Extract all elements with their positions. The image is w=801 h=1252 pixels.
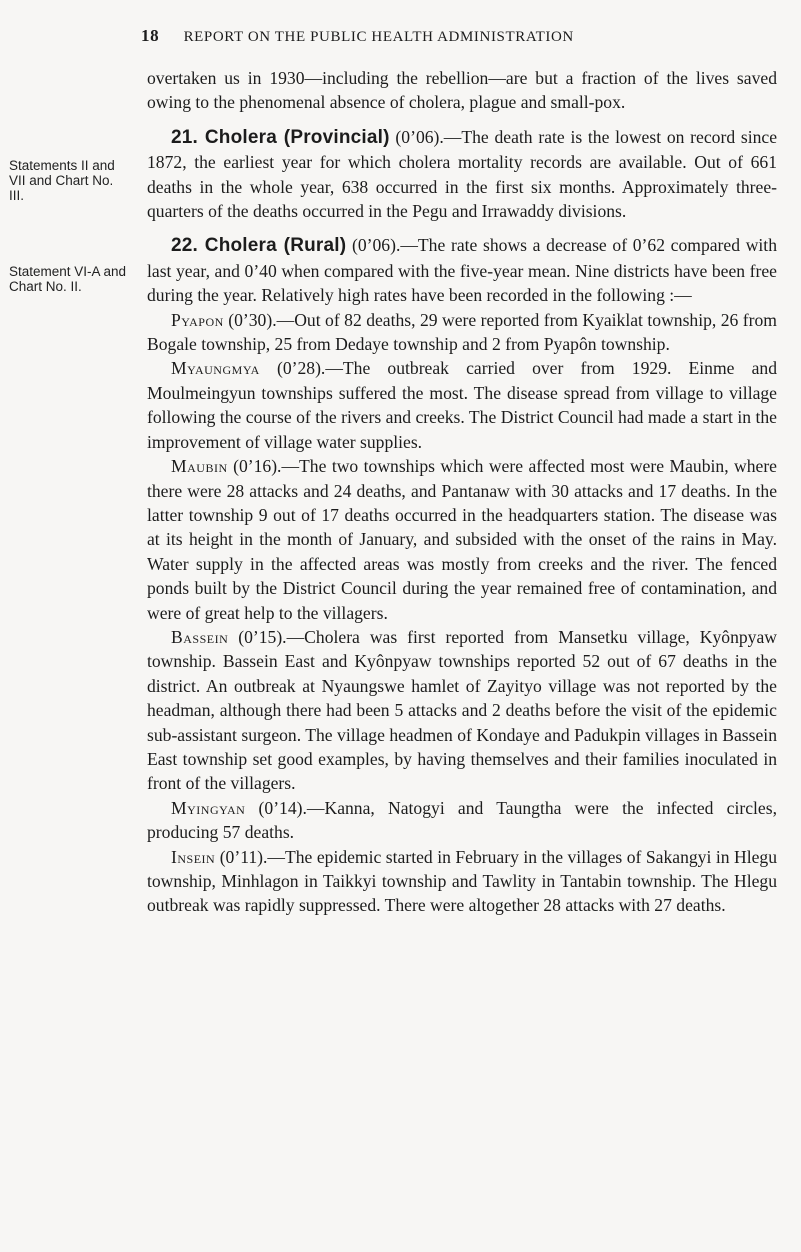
insein-paragraph bbox=[147, 845, 777, 918]
section-21-title: 21. Cholera (Provincial) bbox=[171, 126, 390, 148]
margin-note-section-22: Statement VI-A and Chart No. II. bbox=[9, 264, 127, 294]
myaungmya-paragraph bbox=[147, 356, 777, 454]
bassein-district-name: Bassein bbox=[171, 626, 229, 647]
body-text bbox=[147, 66, 777, 918]
section-21-text: (0’06).—The death rate is the lowest on record since 1872, the earliest year for which cholera mortality records are available. Out of 661 deaths in the whole year, 638 occurred in the first six months. Approximately three-quarters of the deaths occurred in the Pegu and Irrawaddy divisions. bbox=[147, 126, 778, 222]
section-22-text: (0’06).—The rate shows a decrease of 0’62 compared with last year, and 0’40 when compared with the five-year mean. Nine districts have been free during the year. Relatively high rates have been recorded in the following :— bbox=[147, 235, 777, 306]
page-number: 18 bbox=[141, 26, 160, 45]
running-title: REPORT ON THE PUBLIC HEALTH ADMINISTRATION bbox=[183, 29, 574, 45]
myaungmya-text: (0’28).—The outbreak carried over from 1929. Einme and Moulmeingyun townships suffered the most. The disease spread from village to village following the course of the rivers and creeks. The District Council had made a start in the improvement of village water supplies. bbox=[147, 358, 777, 452]
section-21-paragraph bbox=[147, 125, 777, 224]
maubin-paragraph bbox=[147, 454, 777, 625]
intro-paragraph: overtaken us in 1930—including the rebellion—are but a fraction of the lives saved owing to the phenomenal absence of cholera, plague and small-pox. bbox=[147, 68, 777, 113]
insein-text: (0’11).—The epidemic started in February in the villages of Sakangyi in Hlegu township, Minhlagon in Taikkyi township and Tawlity in Tantabin township. The Hlegu outbreak was rapidly suppressed. There were altogether 28 attacks with 27 deaths. bbox=[147, 846, 777, 916]
pyapon-paragraph bbox=[147, 308, 777, 357]
pyapon-text: (0’30).—Out of 82 deaths, 29 were reported from Kyaiklat township, 26 from Bogale township, 25 from Dedaye township and 2 from Pyapôn township. bbox=[147, 309, 777, 355]
section-22-paragraph bbox=[147, 233, 777, 307]
myingyan-paragraph bbox=[147, 796, 777, 845]
pyapon-district-name: Pyapon bbox=[171, 309, 224, 330]
margin-note-section-21: Statements II and VII and Chart No. III. bbox=[9, 158, 115, 203]
bassein-text: (0’15).—Cholera was first reported from Mansetku village, Kyônpyaw township. Bassein East and Kyônpyaw townships reported 52 out of 67 deaths in the district. An outbreak at Nyaungswe hamlet of Zayityo village was not reported by the headman, although there had been 5 attacks and 2 deaths before the visit of the epidemic sub-assistant surgeon. The village headmen of Kondaye and Padukpin villages in Bassein East township set good examples, by having themselves and their families inoculated in front of the villagers. bbox=[147, 626, 777, 794]
myingyan-district-name: Myingyan bbox=[171, 797, 246, 818]
running-header bbox=[141, 26, 781, 46]
section-22-title: 22. Cholera (Rural) bbox=[171, 235, 347, 257]
maubin-text: (0’16).—The two townships which were affected most were Maubin, where there were 28 attacks and 24 deaths, and Pantanaw with 30 attacks and 17 deaths. In the latter township 9 out of 17 deaths occurred in the headquarters station. The disease was at its height in the month of January, and subsided with the onset of the rains in May. Water supply in the affected areas was mostly from creeks and the river. The fenced ponds built by the District Council during the year remained free of contamination, and were of great help to the villagers. bbox=[147, 456, 777, 623]
bassein-paragraph bbox=[147, 625, 777, 796]
insein-district-name: Insein bbox=[171, 846, 216, 867]
myingyan-text: (0’14).—Kanna, Natogyi and Taungtha were the infected circles, producing 57 deaths. bbox=[147, 797, 777, 843]
myaungmya-district-name: Myaungmya bbox=[171, 358, 260, 379]
maubin-district-name: Maubin bbox=[171, 456, 228, 477]
